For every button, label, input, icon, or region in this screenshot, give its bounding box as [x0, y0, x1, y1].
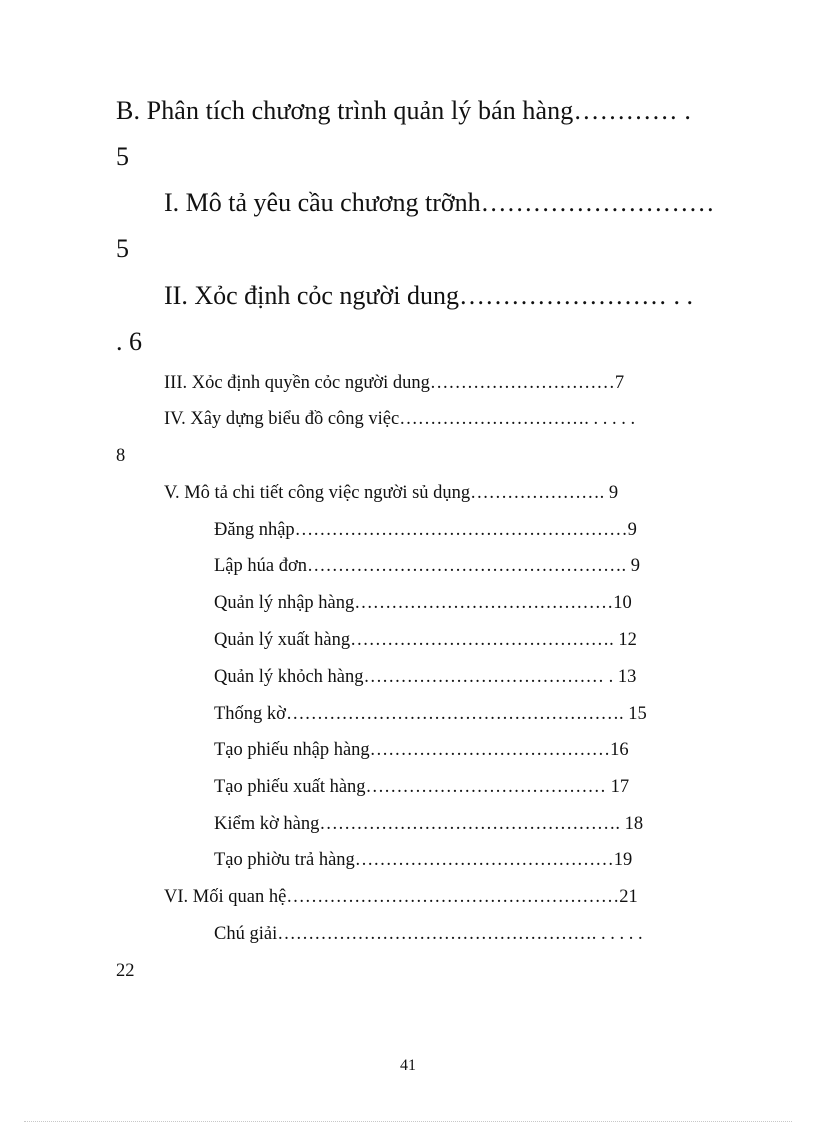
toc-subentry-chu-giai-page: 22: [116, 961, 135, 981]
toc-entry-v: V. Mô tả chi tiết công việc người sủ dụng…………………. 9: [164, 483, 619, 503]
footer-divider: [24, 1121, 792, 1122]
toc-entry-i-title: I. Mô tả yêu cầu chương trỡnh………………………: [164, 188, 715, 217]
toc-subentry: Quản lý nhập hàng……………………………………10: [214, 593, 632, 613]
toc-subentry: Đăng nhập………………………………………………9: [214, 520, 637, 540]
toc-subentry: Lập húa đơn……………………………………………. 9: [214, 556, 641, 576]
toc-subentry: Kiểm kờ hàng…………………………………………. 18: [214, 814, 644, 834]
page-number: 41: [400, 1057, 416, 1074]
toc-entry-ii-page: . 6: [116, 327, 142, 356]
toc-subentry: Quản lý khỏch hàng………………………………… . 13: [214, 667, 637, 687]
toc-subentry-chu-giai: Chú giải……………………………………………. . . . . .: [214, 924, 643, 944]
toc-entry-b-title: B. Phân tích chương trình quản lý bán hàng………… .: [116, 96, 691, 125]
toc-subentry: Tạo phiếu nhập hàng…………………………………16: [214, 740, 629, 760]
toc-entry-i-page: 5: [116, 234, 129, 263]
toc-subentry: Tạo phiếu xuất hàng………………………………… 17: [214, 777, 630, 797]
toc-subentry: Thống kờ………………………………………………. 15: [214, 704, 647, 724]
toc-entry-ii-title: II. Xỏc định cỏc người dung…………………… . .: [164, 281, 694, 310]
toc-entry-iii: III. Xỏc định quyền cỏc người dung…………………………7: [164, 373, 625, 393]
toc-subentry: Quản lý xuất hàng……………………………………. 12: [214, 630, 637, 650]
toc-entry-iv-title: IV. Xây dựng biểu đồ công việc…………………………. . . . . .: [164, 409, 636, 429]
toc-subentry: Tạo phiờu trả hàng……………………………………19: [214, 850, 633, 870]
toc-entry-b-page: 5: [116, 142, 129, 171]
toc-entry-vi: VI. Mối quan hệ………………………………………………21: [164, 887, 638, 907]
toc-entry-iv-page: 8: [116, 446, 126, 466]
